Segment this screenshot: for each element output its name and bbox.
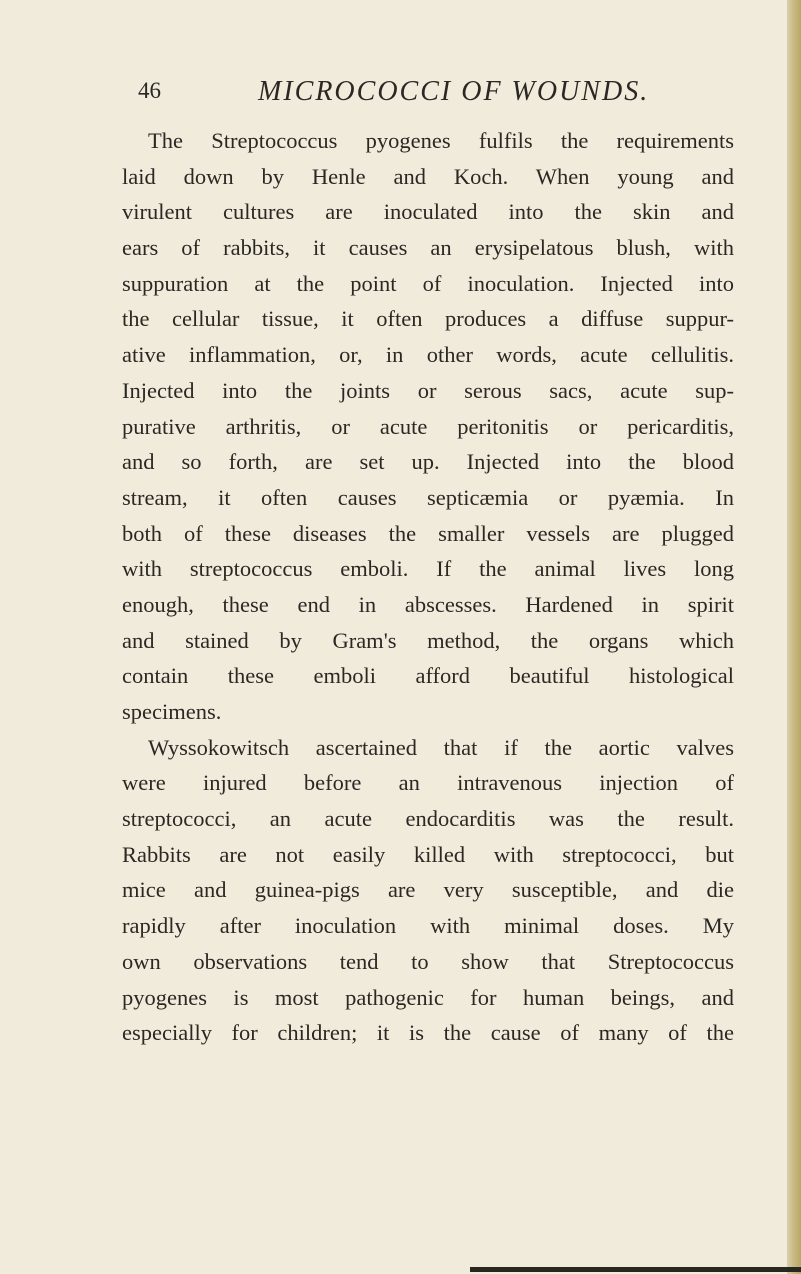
- text-line: purative arthritis, or acute peritonitis or pericarditis,: [122, 413, 734, 439]
- text-line: mice and guinea-pigs are very susceptible, and die: [122, 877, 734, 903]
- page-header: [138, 78, 698, 118]
- text-line: the cellular tissue, it often produces a diffuse suppur-: [122, 306, 734, 332]
- text-line: ears of rabbits, it causes an erysipelatous blush, with: [122, 235, 734, 261]
- text-line: and stained by Gram's method, the organs which: [122, 627, 734, 653]
- text-line: own observations tend to show that Streptococcus: [122, 948, 734, 974]
- text-line: Rabbits are not easily killed with streptococci, but: [122, 841, 734, 867]
- text-line: ative inflammation, or, in other words, acute cellulitis.: [122, 342, 734, 368]
- text-line: stream, it often causes septicæmia or pyæmia. In: [122, 484, 734, 510]
- text-line: contain these emboli afford beautiful histological: [122, 663, 734, 689]
- text-line: The Streptococcus pyogenes fulfils the requirements: [148, 128, 734, 153]
- text-line: enough, these end in abscesses. Hardened in spirit: [122, 591, 734, 617]
- body-text: [122, 123, 734, 1051]
- text-line: pyogenes is most pathogenic for human beings, and: [122, 984, 734, 1010]
- text-line: Wyssokowitsch ascertained that if the aortic valves: [148, 734, 734, 760]
- bottom-rule: [470, 1267, 801, 1272]
- text-line: and so forth, are set up. Injected into the blood: [122, 449, 734, 475]
- text-line: rapidly after inoculation with minimal doses. My: [122, 913, 734, 939]
- text-line: both of these diseases the smaller vessels are plugged: [122, 520, 734, 546]
- running-head: MICROCOCCI OF WOUNDS.: [258, 76, 650, 107]
- text-line: especially for children; it is the cause of many of the: [122, 1020, 734, 1046]
- text-line: virulent cultures are inoculated into the skin and: [122, 199, 734, 225]
- text-line: specimens.: [122, 699, 222, 724]
- text-line: laid down by Henle and Koch. When young and: [122, 163, 734, 189]
- text-line: with streptococcus emboli. If the animal lives long: [122, 556, 734, 582]
- page-edge: [787, 0, 801, 1274]
- text-line: Injected into the joints or serous sacs, acute sup-: [122, 377, 734, 403]
- page-number: 46: [138, 78, 161, 103]
- text-line: suppuration at the point of inoculation. Injected into: [122, 270, 734, 296]
- text-line: were injured before an intravenous injection of: [122, 770, 734, 796]
- text-line: streptococci, an acute endocarditis was the result.: [122, 806, 734, 832]
